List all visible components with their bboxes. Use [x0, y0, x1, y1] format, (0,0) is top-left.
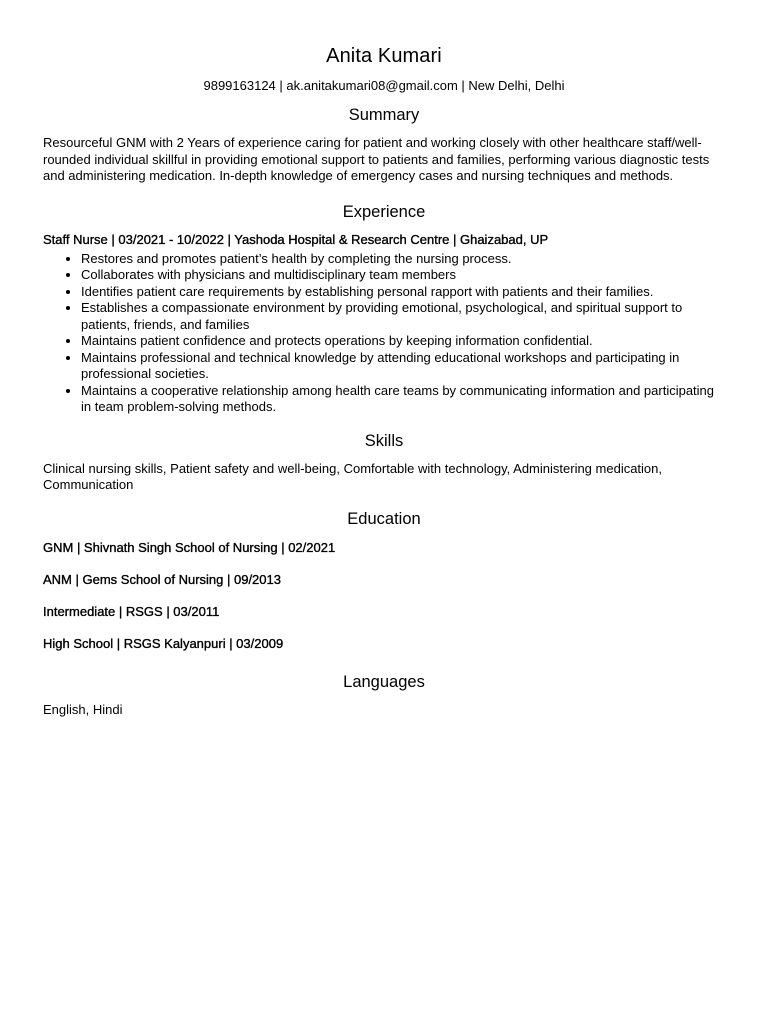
education-item: ANM | Gems School of Nursing | 09/2013	[43, 571, 281, 587]
job-bullet: • Maintains professional and technical knowledge by attending educational workshops and participating in professional societies.	[81, 350, 725, 383]
job-bullet: • Restores and promotes patient’s health by completing the nursing process.	[81, 251, 725, 268]
job-bullet-list	[43, 251, 725, 416]
candidate-name: Anita Kumari	[326, 45, 442, 67]
skills-text: Clinical nursing skills, Patient safety and well-being, Comfortable with technology, Administering medication, Communication	[43, 460, 663, 492]
job-bullet: • Establishes a compassionate environment by providing emotional, psychological, and spiritual support to patients, friends, and families	[81, 300, 725, 333]
languages-heading: Languages	[343, 672, 425, 691]
education-item: Intermediate | RSGS | 03/2011	[43, 603, 220, 619]
job-bullet: • Collaborates with physicians and multidisciplinary team members	[81, 267, 725, 284]
experience-heading: Experience	[342, 202, 426, 221]
job-bullet: • Maintains patient confidence and protects operations by keeping information confidential.	[81, 333, 725, 350]
job-heading: Staff Nurse | 03/2021 - 10/2022 | Yashoda Hospital & Research Centre | Ghaizabad, UP	[43, 231, 549, 247]
education-item: High School | RSGS Kalyanpuri | 03/2009	[43, 635, 284, 651]
job-bullet: • Identifies patient care requirements by establishing personal rapport with patients and their families.	[81, 284, 725, 301]
experience-section	[43, 202, 725, 416]
skills-section	[43, 431, 725, 494]
skills-heading: Skills	[364, 431, 404, 450]
education-section	[43, 509, 725, 652]
summary-section	[43, 105, 725, 185]
contact-line: 9899163124 | ak.anitakumari08@gmail.com | New Delhi, Delhi	[203, 78, 565, 93]
summary-heading: Summary	[348, 106, 420, 124]
job-bullet: • Maintains a cooperative relationship among health care teams by communicating information and participating in team problem-solving methods.	[81, 383, 725, 416]
languages-text: English, Hindi	[43, 701, 123, 717]
education-heading: Education	[347, 509, 421, 528]
languages-section	[43, 672, 725, 719]
education-item: GNM | Shivnath Singh School of Nursing | 02/2021	[43, 539, 336, 555]
summary-text: Resourceful GNM with 2 Years of experience caring for patient and working closely with other healthcare staff/well-rounded individual skillful in providing emotional support to patients and families, performing various diagnostic tests and administering medication. In-depth knowledge of emergency cases and nursing techniques and methods.	[43, 135, 710, 183]
